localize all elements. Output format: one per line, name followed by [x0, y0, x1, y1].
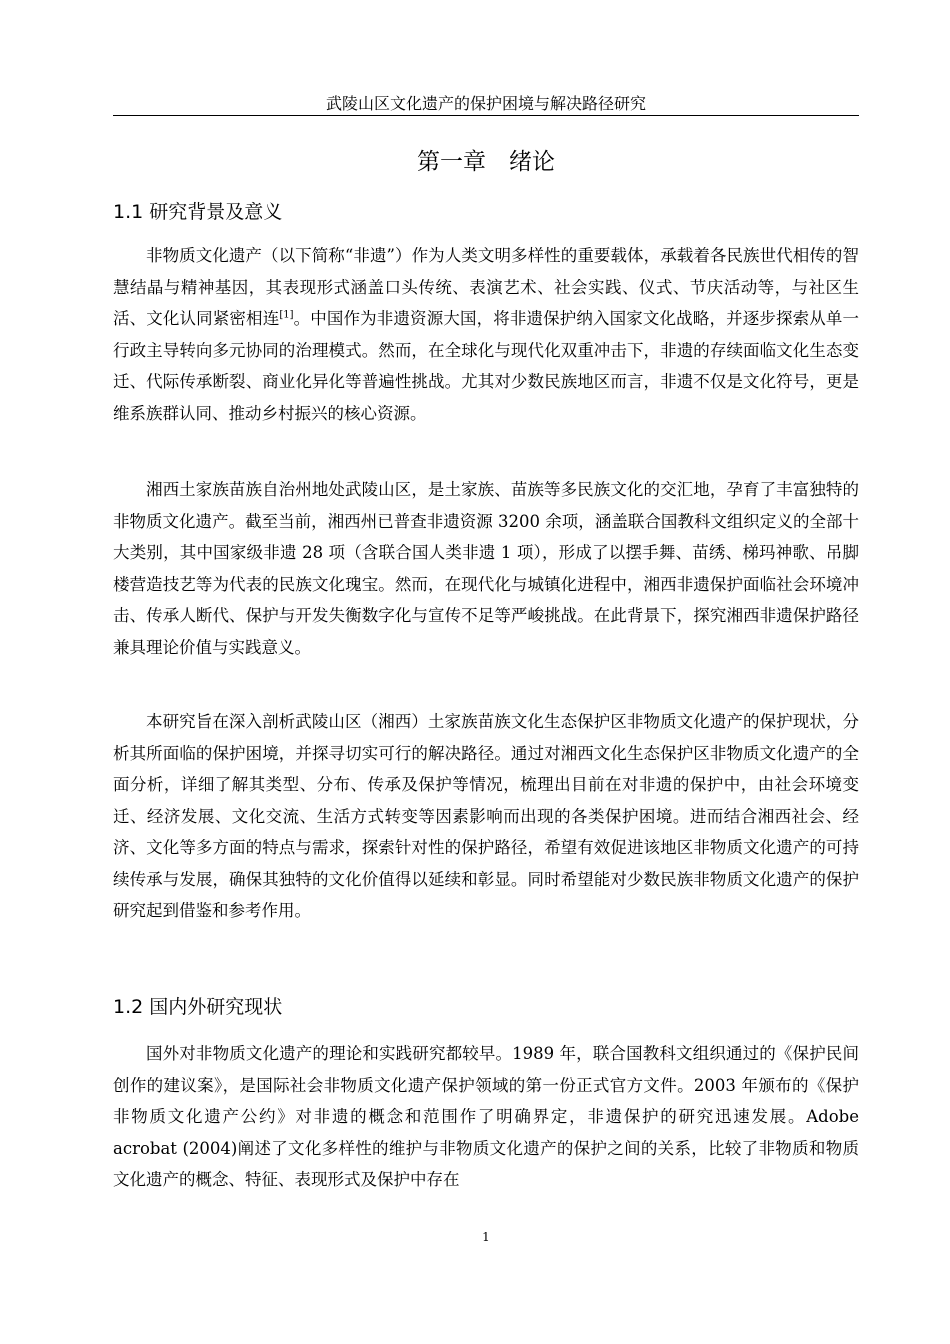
paragraph-text: 。中国作为非遗资源大国，将非遗保护纳入国家文化战略，并逐步探索从单一行政主导转向多元协同的治理模式。然而，在全球化与现代化双重冲击下，非遗的存续面临文化生态变迁、代际传承断裂、商业化异化等普遍性挑战。尤其对少数民族地区而言，非遗不仅是文化符号，更是维系族群认同、推动乡村振兴的核心资源。: [113, 309, 860, 423]
paragraph: [113, 240, 859, 429]
section-title-1-1: 1.1 研究背景及意义: [113, 201, 283, 223]
running-header: 武陵山区文化遗产的保护困境与解决路径研究: [325, 94, 646, 113]
header-rule: [113, 115, 859, 116]
paragraph: 国外对非物质文化遗产的理论和实践研究都较早。1989 年，联合国教科文组织通过的《保护民间创作的建议案》，是国际社会非物质文化遗产保护领域的第一份正式官方文件。2003 年颁布的《保护非物质文化遗产公约》对非遗的概念和范围作了明确界定，非遗保护的研究迅速发展。Adobe acrobat (2004)阐述了文化多样性的维护与非物质文化遗产的保护之间的关系，比较了非物质和物质文化遗产的概念、特征、表现形式及保护中存在: [113, 1044, 859, 1189]
paragraph: 本研究旨在深入剖析武陵山区（湘西）土家族苗族文化生态保护区非物质文化遗产的保护现状，分析其所面临的保护困境，并探寻切实可行的解决路径。通过对湘西文化生态保护区非物质文化遗产的全面分析，详细了解其类型、分布、传承及保护等情况，梳理出目前在对非遗的保护中，由社会环境变迁、经济发展、文化交流、生活方式转变等因素影响而出现的各类保护困境。进而结合湘西社会、经济、文化等多方面的特点与需求，探索针对性的保护路径，希望有效促进该地区非物质文化遗产的可持续传承与发展，确保其独特的文化价值得以延续和彰显。同时希望能对少数民族非物质文化遗产的保护研究起到借鉴和参考作用。: [113, 712, 859, 920]
page-number: 1: [482, 1230, 490, 1244]
paragraph-text: 非物质文化遗产（以下简称“非遗”）作为人类文明多样性的重要载体，承载着各民族世代相传的智慧结晶与精神基因，其表现形式涵盖口头传统、表演艺术、社会实践、仪式、节庆活动等，与社区生活、文化认同紧密相连: [113, 246, 859, 328]
section-title-1-2: 1.2 国内外研究现状: [113, 996, 283, 1018]
paragraph: 湘西土家族苗族自治州地处武陵山区，是土家族、苗族等多民族文化的交汇地，孕育了丰富独特的非物质文化遗产。截至当前，湘西州已普查非遗资源 3200 余项，涵盖联合国教科文组织定义的全部十大类别，其中国家级非遗 28 项（含联合国人类非遗 1 项），形成了以摆手舞、苗绣、梯玛神歌、吊脚楼营造技艺等为代表的民族文化瑰宝。然而，在现代化与城镇化进程中，湘西非遗保护面临社会环境冲击、传承人断代、保护与开发失衡数字化与宣传不足等严峻挑战。在此背景下，探究湘西非遗保护路径兼具理论价值与实践意义。: [113, 480, 859, 657]
chapter-title: 第一章 绪论: [417, 149, 555, 175]
citation-ref[interactable]: [1]: [279, 309, 294, 321]
